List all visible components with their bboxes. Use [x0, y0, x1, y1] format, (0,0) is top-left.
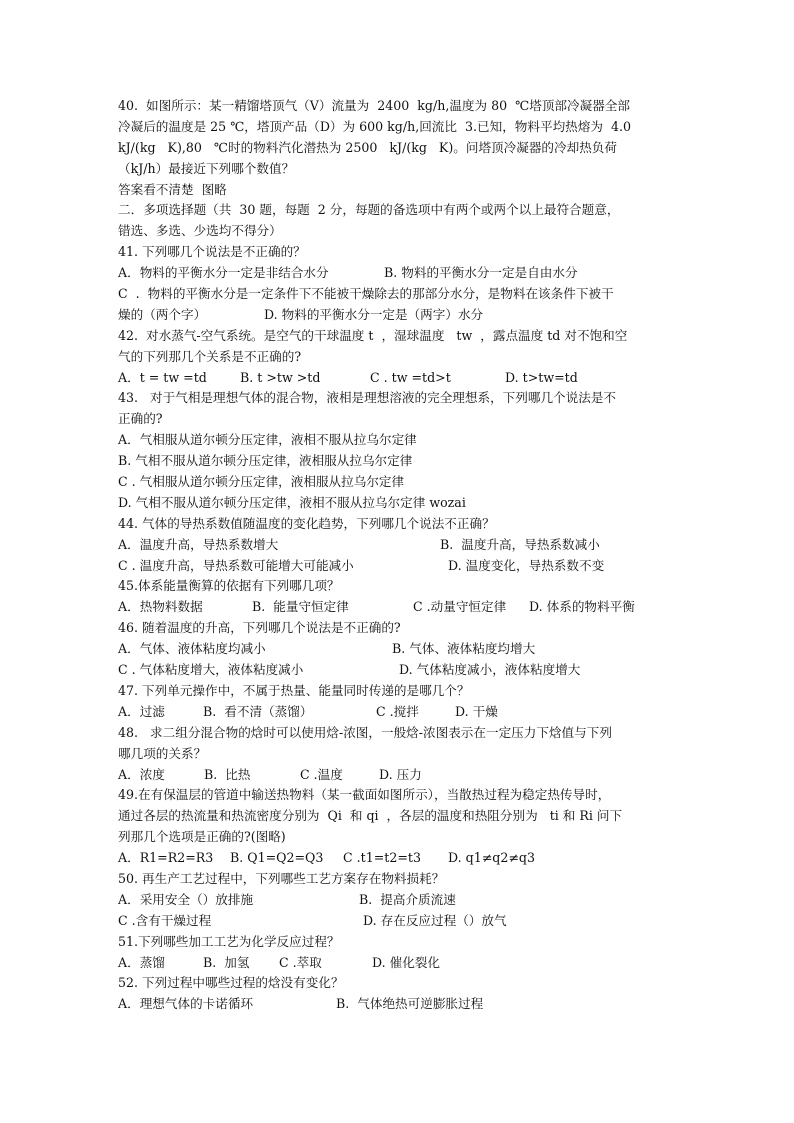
- q40-answer-note: 答案看不清楚 图略: [118, 181, 227, 197]
- question-51: [118, 932, 678, 974]
- q47-option-d: D. 干燥: [455, 703, 498, 719]
- q49-option-c: C .t1=t2=t3: [343, 850, 421, 866]
- q48-option-a: A．浓度: [118, 766, 165, 782]
- question-42: [118, 326, 678, 389]
- q41-stem: 41. 下列哪几个说法是不正确的？: [118, 244, 306, 260]
- q46-stem: 46. 随着温度的升高，下列哪几个说法是不正确的?: [118, 620, 401, 636]
- q48-stem-line-1: 48. 求二组分混合物的焓时可以使用焓-浓图，一般焓-浓图表示在一定压力下焓值与下列: [118, 724, 612, 740]
- q43-option-c: C . 气相服从道尔顿分压定律，液相服从拉乌尔定律: [118, 474, 405, 490]
- question-49: [118, 785, 678, 869]
- q47-stem: 47. 下列单元操作中，不属于热量、能量同时传递的是哪几个？: [118, 682, 470, 698]
- q52-option-a: A．理想气体的卡诺循环: [118, 996, 254, 1012]
- q50-option-b: B. 提高介质流速: [359, 891, 456, 907]
- q43-stem-line-2: 正确的?: [118, 411, 163, 427]
- q46-option-b: B. 气体、液体粘度均增大: [392, 641, 536, 657]
- q50-option-a: A．采用安全（）放排施: [118, 891, 254, 907]
- q42-option-c: C . tw =td>t: [370, 369, 451, 385]
- q45-option-a: A．热物料数据: [118, 599, 203, 615]
- q51-stem: 51.下列哪些加工工艺为化学反应过程？: [118, 933, 340, 949]
- q48-stem-line-2: 哪几项的关系？: [118, 745, 207, 761]
- question-40: [118, 96, 678, 200]
- section-2-heading: [118, 200, 678, 242]
- q46-option-a: A．气体、液体粘度均减小: [118, 641, 266, 657]
- q47-option-a: A．过滤: [118, 703, 165, 719]
- question-50: [118, 869, 678, 932]
- q49-stem-line-1: 49.在有保温层的管道中输送热物料（某一截面如图所示），当散热过程为稳定热传导时，: [118, 787, 611, 803]
- q42-option-b: B. t >tw >td: [240, 369, 321, 385]
- q41-option-a: A．物料的平衡水分一定是非结合水分: [118, 265, 329, 281]
- q44-stem: 44. 气体的导热系数值随温度的变化趋势，下列哪几个说法不正确？: [118, 515, 495, 531]
- q44-option-c: C . 温度升高，导热系数可能增大可能减小: [118, 557, 354, 573]
- q41-option-b: B. 物料的平衡水分一定是自由水分: [384, 265, 578, 281]
- q49-option-a: A．R1=R2=R3: [118, 850, 214, 866]
- q43-option-d: D. 气相不服从道尔顿分压定律，液相不服从拉乌尔定律 wozai: [118, 494, 466, 510]
- q42-option-a: A．t = tw =td: [118, 369, 207, 385]
- q46-option-d: D. 气体粘度减小，液体粘度增大: [399, 662, 581, 678]
- q44-option-b: B. 温度升高，导热系数减小: [440, 536, 600, 552]
- question-47: [118, 681, 678, 723]
- q49-stem-line-3: 列那几个选项是正确的?(图略): [118, 829, 286, 845]
- q40-line-4: （kJ/h）最接近下列哪个数值？: [118, 160, 295, 176]
- q40-line-1: 40. 如图所示：某一精馏塔顶气（V）流量为 2400 kg/h,温度为 80 ℃塔顶部冷凝器全部: [118, 98, 630, 113]
- question-43: [118, 388, 678, 513]
- q51-option-d: D. 催化裂化: [372, 954, 441, 970]
- q45-option-c: C .动量守恒定律: [413, 599, 507, 615]
- q50-option-c: C .含有干燥过程: [118, 912, 212, 928]
- q51-option-b: B. 加氢: [203, 954, 250, 970]
- q44-option-d: D. 温度变化，导热系数不变: [448, 557, 605, 573]
- q40-line-3: kJ/(kg K),80 ℃时的物料汽化潜热为 2500 kJ/(kg K)。问塔顶冷凝器的冷却热负荷: [118, 139, 617, 155]
- q49-stem-line-2: 通过各层的热流量和热流密度分别为 Qi 和 qi ，各层的温度和热阻分别为 ti 和 Ri 问下: [118, 808, 623, 824]
- q50-stem: 50. 再生产工艺过程中，下列哪些工艺方案存在物料损耗？: [118, 870, 445, 886]
- question-41: [118, 242, 678, 326]
- question-52: [118, 973, 678, 1015]
- q43-option-b: B. 气相不服从道尔顿分压定律，液相服从拉乌尔定律: [118, 453, 413, 469]
- q48-option-d: D. 压力: [379, 766, 422, 782]
- q47-option-c: C .搅拌: [376, 703, 419, 719]
- q43-stem-line-1: 43. 对于气相是理想气体的混合物，液相是理想溶液的完全理想系，下列哪几个说法是不: [118, 390, 617, 406]
- q49-option-b: B. Q1=Q2=Q3: [230, 850, 324, 866]
- q42-stem-line-1: 42. 对水蒸气-空气系统。是空气的干球温度 t ，湿球温度 tw ，露点温度 td 对不饱和空: [118, 327, 628, 343]
- q52-option-b: B. 气体绝热可逆膨胀过程: [336, 996, 484, 1012]
- question-48: [118, 723, 678, 786]
- q45-option-b: B. 能量守恒定律: [252, 599, 349, 615]
- q52-stem: 52. 下列过程中哪些过程的焓没有变化？: [118, 975, 344, 991]
- q42-stem-line-2: 气的下列那几个关系是不正确的?: [118, 348, 302, 364]
- q41-option-d: D. 物料的平衡水分一定是（两字）水分: [264, 306, 484, 322]
- q46-option-c: C . 气体粘度增大，液体粘度减小: [118, 662, 304, 678]
- q44-option-a: A．温度升高，导热系数增大: [118, 536, 279, 552]
- q41-option-c-line-2: 燥的（两个字）: [118, 306, 207, 322]
- q47-option-b: B. 看不清（蒸馏）: [203, 703, 313, 719]
- section-2-line-1: 二．多项选择题（共 30 题，每题 2 分，每题的备选项中有两个或两个以上最符合题意，: [118, 202, 620, 218]
- section-2-line-2: 错选、多选、少选均不得分）: [118, 223, 282, 239]
- question-44: [118, 514, 678, 577]
- q51-option-c: C .萃取: [279, 954, 322, 970]
- q40-line-2: 冷凝后的温度是 25 ℃，塔顶产品（D）为 600 kg/h,回流比 3.已知，物料平均热熔为 4.0: [118, 118, 631, 134]
- document-page: [118, 96, 678, 1015]
- q42-option-d: D. t>tw=td: [505, 369, 578, 385]
- q49-option-d: D. q1≠q2≠q3: [448, 850, 535, 866]
- q51-option-a: A．蒸馏: [118, 954, 165, 970]
- q50-option-d: D. 存在反应过程（）放气: [363, 912, 507, 928]
- q41-option-c-line-1: C . 物料的平衡水分是一定条件下不能被干燥除去的那部分水分，是物料在该条件下被干: [118, 286, 614, 302]
- q45-option-d: D. 体系的物料平衡: [529, 599, 635, 615]
- question-45: [118, 576, 678, 618]
- q45-stem: 45.体系能量衡算的依据有下列哪几项？: [118, 578, 340, 594]
- q43-option-a: A．气相服从道尔顿分压定律，液相不服从拉乌尔定律: [118, 432, 417, 448]
- question-46: [118, 618, 678, 681]
- q48-option-b: B. 比热: [204, 766, 251, 782]
- q48-option-c: C .温度: [300, 766, 343, 782]
